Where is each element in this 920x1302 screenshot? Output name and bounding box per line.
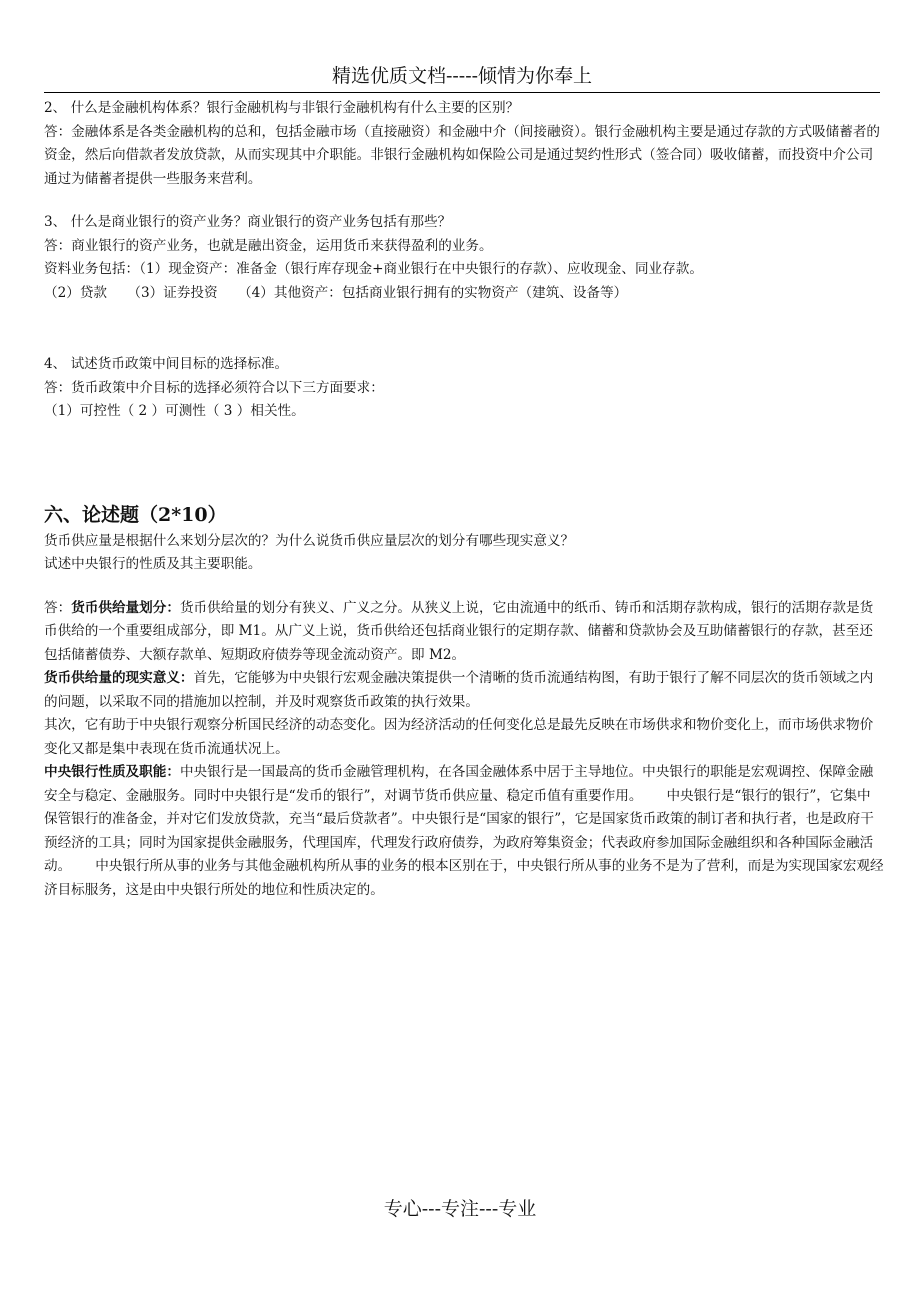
question-2-block <box>44 97 884 191</box>
central-bank-text-c: 中央银行所从事的业务与其他金融机构所从事的业务的根本区别在于，中央银行所从事的业务不是为了营利，而是为实现国家宏观经济目标服务，这是由中央银行所处的地位和性质决定的。 <box>44 858 884 898</box>
money-supply-division-heading: 货币供给量划分： <box>71 599 180 616</box>
essay-paragraph-4 <box>44 761 884 902</box>
answer-2: 答：金融体系是各类金融机构的总和，包括金融市场（直接融资）和金融中介（间接融资）。银行金融机构主要是通过存款的方式吸储蓄者的资金，然后向借款者发放贷款，从而实现其中介职能。非银行金融机构如保险公司是通过契约性形式（签合同）吸收储蓄，而投资中介公司通过为储蓄者提供一些服务来营利。 <box>44 123 881 187</box>
answer-3: 答：商业银行的资产业务，也就是融出资金，运用货币来获得盈利的业务。 <box>44 237 493 254</box>
essay-paragraph-3: 其次，它有助于中央银行观察分析国民经济的动态变化。因为经济活动的任何变化总是最先反映在市场供求和物价变化上，而市场供求物价变化又都是集中表现在货币流通状况上。 <box>44 717 874 757</box>
question-3-block <box>44 211 884 305</box>
page-header: 精选优质文档-----倾情为你奉上 <box>44 62 880 93</box>
central-bank-text-a: 中央银行是一国最高的货币金融管理机构，在各国金融体系中居于主导地位。中央银行的职能是宏观调控、保障金融安全与稳定、金融服务。同时中央银行是“发币的银行”，对调节货币供应量、稳定币值有重要作用。 <box>44 764 874 804</box>
question-3: 3、 什么是商业银行的资产业务？商业银行的资产业务包括有那些？ <box>44 214 452 230</box>
answer-4: 答：货币政策中介目标的选择必须符合以下三方面要求： <box>44 379 384 396</box>
question-4: 4、 试述货币政策中间目标的选择标准。 <box>44 356 289 372</box>
question-4-block <box>44 353 884 424</box>
answer-4-items: （1）可控性（ 2 ）可测性（ 3 ）相关性。 <box>44 403 305 419</box>
essay-paragraph-1 <box>44 597 884 668</box>
money-supply-division-text: 货币供给量的划分有狭义、广义之分。从狭义上说，它由流通中的纸币、铸币和活期存款构成，银行的活期存款是货币供给的一个重要组成部分，即 M1。从广义上说，货币供给还包括商业银行的定期存款、储蓄和贷款协会及互助储蓄银行的存款，甚至还包括储蓄债券、大额存款单、短期政府债券等现金流动资产。即 M2。 <box>44 599 874 663</box>
section-6-prompt-1: 货币供应量是根据什么来划分层次的？为什么说货币供应量层次的划分有哪些现实意义？ <box>44 532 575 549</box>
document-body <box>44 97 884 902</box>
question-2: 2、 什么是金融机构体系？银行金融机构与非银行金融机构有什么主要的区别？ <box>44 100 520 116</box>
central-bank-heading: 中央银行性质及职能： <box>44 764 180 780</box>
central-bank-text-b: 中央银行是“银行的银行”，它集中保管银行的准备金，并对它们发放贷款，充当“最后贷款者”。中央银行是“国家的银行”，它是国家货币政策的制订者和执行者，也是政府干预经济的工具；同时为国家提供金融服务，代理国库，代理发行政府债券，为政府筹集资金；代表政府参加国际金融组织和各种国际金融活动。 <box>44 787 874 874</box>
money-supply-significance-text: 首先，它能够为中央银行宏观金融决策提供一个清晰的货币流通结构图，有助于银行了解不同层次的货币领域之内的问题，以采取不同的措施加以控制，并及时观察货币政策的执行效果。 <box>44 670 874 710</box>
section-6-prompt-2: 试述中央银行的性质及其主要职能。 <box>44 556 262 572</box>
money-supply-significance-heading: 货币供给量的现实意义： <box>44 670 194 686</box>
essay-answer <box>44 597 884 903</box>
section-6-block <box>44 494 884 577</box>
essay-paragraph-2 <box>44 667 884 714</box>
answer-3-detail-2: （2）贷款 （3）证券投资 （4）其他资产：包括商业银行拥有的实物资产（建筑、设备等） <box>44 284 628 301</box>
answer-3-detail-1: 资料业务包括：（1）现金资产：准备金（银行库存现金+商业银行在中央银行的存款）、应收现金、同业存款。 <box>44 261 703 277</box>
section-6-title: 六、论述题（2*10） <box>44 503 227 526</box>
answer-prefix: 答： <box>44 599 72 616</box>
page-footer: 专心---专注---专业 <box>383 1198 537 1220</box>
